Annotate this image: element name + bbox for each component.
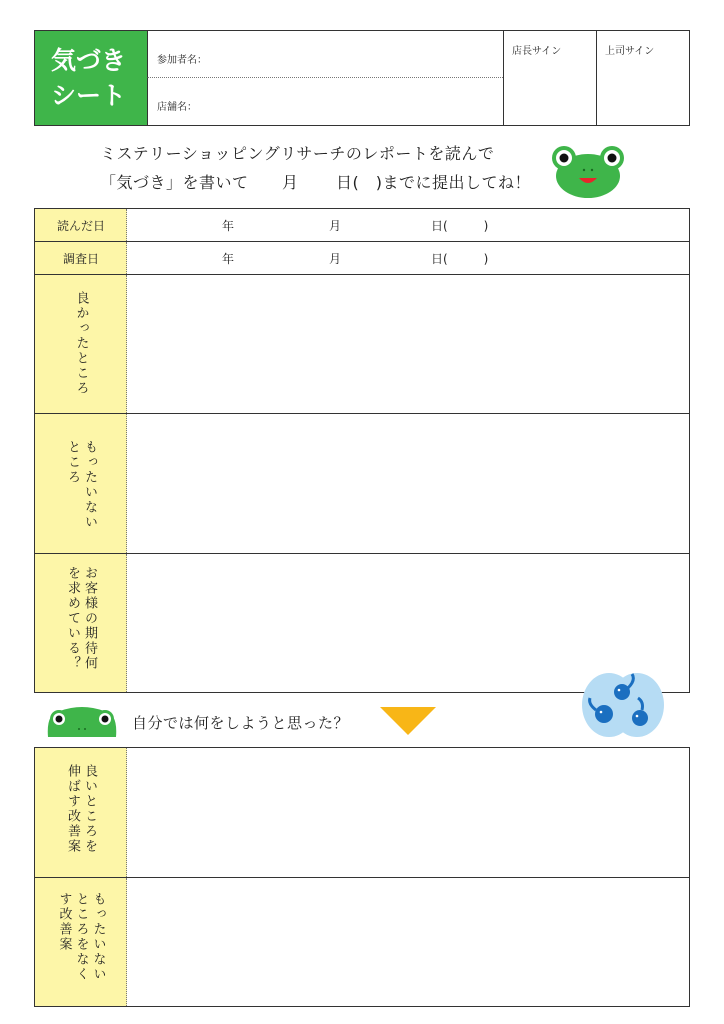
survey-date-label: 調査日 bbox=[62, 251, 99, 266]
participant-name-field[interactable] bbox=[147, 31, 503, 78]
read-date-month: 月 bbox=[329, 218, 342, 233]
survey-date-year: 年 bbox=[222, 251, 235, 266]
store-name-label: 店舗名： bbox=[157, 102, 197, 113]
improve-good-cell bbox=[35, 748, 127, 877]
read-date-row bbox=[35, 209, 689, 242]
wasteful-points-label: もったいないところ bbox=[65, 440, 97, 530]
wasteful-points-cell bbox=[35, 414, 127, 553]
survey-date-day: 日( ) bbox=[431, 251, 489, 266]
store-name-field[interactable] bbox=[147, 78, 503, 125]
reflection-table bbox=[34, 208, 690, 693]
good-points-label: 良かったところ bbox=[73, 291, 89, 396]
manager-sign-label: 店長サイン bbox=[512, 46, 562, 57]
boss-sign-label: 上司サイン bbox=[605, 46, 655, 57]
self-action-question: 自分では何をしようと思った？ bbox=[132, 714, 350, 732]
remove-wasteful-row[interactable] bbox=[35, 878, 689, 1006]
sheet-title bbox=[35, 31, 147, 125]
frog-icon bbox=[548, 142, 628, 200]
header-block bbox=[34, 30, 690, 126]
survey-date-row bbox=[35, 242, 689, 275]
read-date-year: 年 bbox=[222, 218, 235, 233]
read-date-day: 日( ) bbox=[431, 218, 489, 233]
improve-good-row[interactable] bbox=[35, 748, 689, 878]
title-line-2: シート bbox=[51, 81, 127, 110]
customer-expectation-cell bbox=[35, 554, 127, 692]
down-arrow-icon bbox=[380, 707, 436, 735]
wasteful-points-row[interactable] bbox=[35, 414, 689, 554]
instruction-day: 日( )までに提出してね！ bbox=[336, 173, 531, 192]
good-points-row[interactable] bbox=[35, 275, 689, 414]
small-frog-icon bbox=[42, 705, 122, 737]
instruction-write: 「気づき」を書いて bbox=[100, 173, 249, 192]
boss-sign-box[interactable] bbox=[596, 31, 689, 125]
instruction-line-2 bbox=[100, 170, 540, 192]
title-line-1: 気づき bbox=[51, 46, 127, 75]
read-date-cell bbox=[35, 209, 127, 241]
customer-expectation-label: お客様の期待何を求めている？ bbox=[65, 566, 97, 671]
read-date-label: 読んだ日 bbox=[56, 218, 105, 233]
instruction-month: 月 bbox=[282, 173, 299, 192]
remove-wasteful-label: もったいないところをなくす改善案 bbox=[56, 892, 106, 982]
instruction-line-1: ミステリーショッピングリサーチのレポートを読んで bbox=[100, 144, 495, 163]
manager-sign-box[interactable] bbox=[503, 31, 597, 125]
participant-name-label: 参加者名： bbox=[157, 55, 207, 66]
survey-date-month: 月 bbox=[329, 251, 342, 266]
improve-good-label: 良いところを伸ばす改善案 bbox=[65, 764, 97, 854]
survey-date-cell bbox=[35, 242, 127, 274]
remove-wasteful-cell bbox=[35, 878, 127, 1006]
improvement-table bbox=[34, 747, 690, 1007]
good-points-cell bbox=[35, 275, 127, 413]
tadpoles-icon bbox=[582, 670, 664, 740]
